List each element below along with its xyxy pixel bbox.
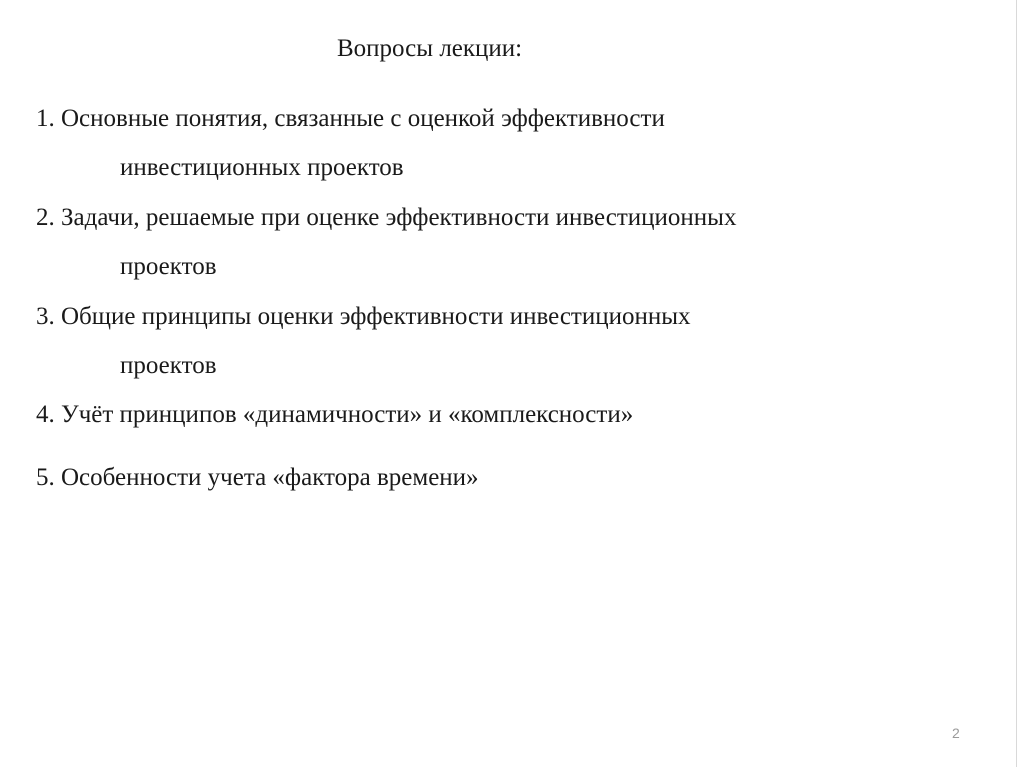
- list-item-4-line-1: 4. Учёт принципов «динамичности» и «комплексности»: [36, 401, 634, 428]
- list-item-4: [36, 400, 633, 430]
- slide-edge-divider: [1016, 0, 1017, 767]
- list-item-2-line-1: 2. Задачи, решаемые при оценке эффективности инвестиционных: [36, 204, 737, 231]
- list-item-3-line-2: проектов: [120, 352, 217, 379]
- page-number: 2: [952, 725, 960, 741]
- slide-title: Вопросы лекции:: [337, 35, 523, 62]
- list-item-1: [36, 104, 665, 183]
- list-item-5: [36, 463, 479, 493]
- list-item-2-line-2: проектов: [120, 253, 217, 280]
- list-item-1-line-2: инвестиционных проектов: [120, 154, 404, 181]
- list-item-5-line-1: 5. Особенности учета «фактора времени»: [36, 464, 479, 491]
- list-item-3-line-1: 3. Общие принципы оценки эффективности инвестиционных: [36, 303, 691, 330]
- list-item-2: [36, 203, 736, 282]
- list-item-3: [36, 302, 691, 381]
- list-item-1-line-1: 1. Основные понятия, связанные с оценкой эффективности: [36, 105, 665, 132]
